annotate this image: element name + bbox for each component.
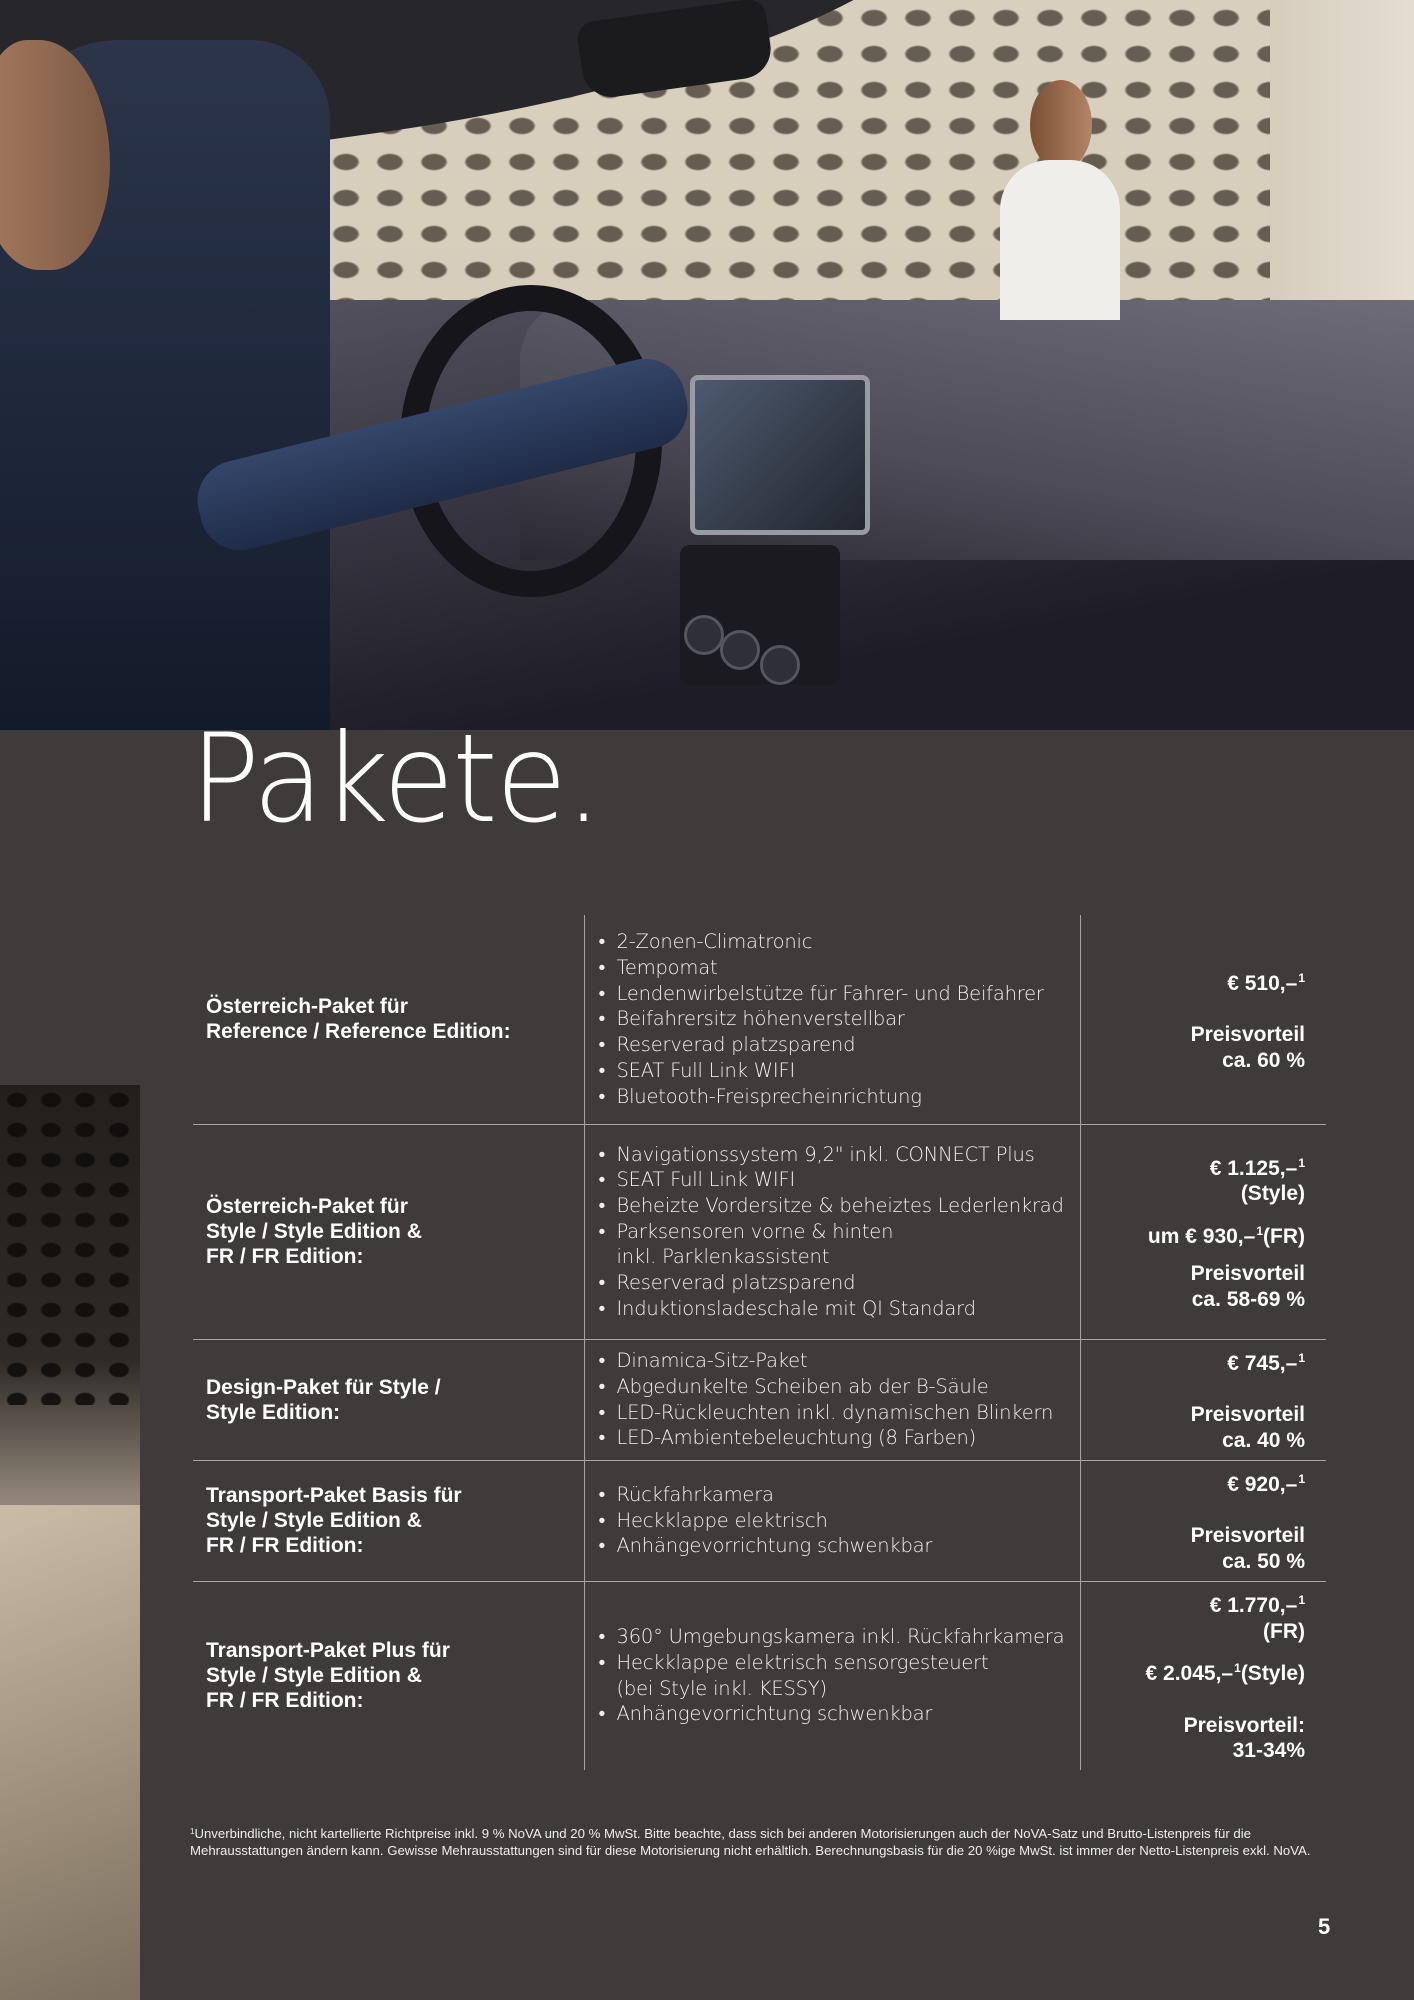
advantage-label: Preisvorteil xyxy=(1190,1262,1305,1286)
spacer xyxy=(1081,996,1306,1022)
advantage-label: Preisvorteil: xyxy=(1183,1713,1305,1737)
package-price-cell xyxy=(1080,1581,1326,1770)
package-item: • LED-Rückleuchten inkl. dynamischen Blinkern xyxy=(597,1400,1080,1426)
package-item: • LED-Ambientebeleuchtung (8 Farben) xyxy=(597,1425,1080,1451)
package-item: • Anhängevorrichtung schwenkbar xyxy=(597,1701,1080,1727)
package-items xyxy=(585,1482,1080,1559)
package-item: • Lendenwirbelstütze für Fahrer- und Beifahrer xyxy=(597,981,1080,1007)
advantage-label: Preisvorteil xyxy=(1190,1524,1305,1548)
price-footnote-ref: 1 xyxy=(1298,1593,1305,1607)
price-line xyxy=(1081,1151,1306,1182)
packages-table xyxy=(193,915,1326,1770)
package-item: • Reserverad platzsparend xyxy=(597,1032,1080,1058)
package-price-cell xyxy=(1080,1124,1326,1339)
package-items-cell xyxy=(584,1124,1080,1339)
package-price-cell xyxy=(1080,915,1326,1124)
package-price-block xyxy=(1081,1588,1327,1764)
package-row xyxy=(193,1339,1326,1460)
price-note-2: (Style) xyxy=(1240,1662,1305,1685)
package-name: Transport-Paket Plus für Style / Style Edition & FR / FR Edition: xyxy=(206,1639,450,1713)
price-footnote-ref: 1 xyxy=(1256,1223,1264,1238)
page-number: 5 xyxy=(1318,1914,1331,1939)
price-line xyxy=(1081,1588,1306,1619)
advantage-label: Preisvorteil xyxy=(1190,1023,1305,1046)
price-line xyxy=(1081,1346,1306,1377)
package-item: • SEAT Full Link WIFI xyxy=(597,1167,1080,1193)
price-note-2: (FR) xyxy=(1263,1224,1305,1248)
price-value: € 1.770,– xyxy=(1209,1594,1298,1617)
package-name-cell xyxy=(193,1581,584,1770)
woman-figure xyxy=(1000,80,1120,320)
package-row xyxy=(193,1581,1326,1770)
package-item: • 360° Umgebungskamera inkl. Rückfahrkamera xyxy=(597,1624,1080,1650)
advantage-value: ca. 60 % xyxy=(1222,1048,1305,1072)
package-row xyxy=(193,1460,1326,1581)
price-footnote-ref: 1 xyxy=(1298,1471,1305,1486)
package-name-cell xyxy=(193,915,584,1124)
package-name: Design-Paket für Style / Style Edition: xyxy=(206,1375,441,1424)
price-value-2: um € 930,– xyxy=(1147,1224,1256,1248)
advantage-value: 31-34% xyxy=(1232,1739,1305,1762)
advantage-value: ca. 50 % xyxy=(1222,1549,1305,1573)
price-value-2: € 2.045,– xyxy=(1145,1662,1234,1685)
package-item: • Reserverad platzsparend xyxy=(597,1270,1080,1296)
advantage-value: ca. 40 % xyxy=(1222,1428,1305,1452)
package-item: • Beheizte Vordersitze & beheiztes Lederlenkrad xyxy=(597,1193,1080,1219)
package-item: • Heckklappe elektrisch xyxy=(597,1508,1080,1534)
spacer xyxy=(1081,1687,1306,1713)
spacer xyxy=(1081,1497,1306,1523)
wall-edge xyxy=(1270,0,1414,330)
price-note: (FR) xyxy=(1263,1619,1305,1643)
spacer xyxy=(1081,1644,1306,1656)
package-items xyxy=(585,1142,1080,1322)
package-row xyxy=(193,915,1326,1124)
package-items-cell xyxy=(584,1581,1080,1770)
package-item: • Anhängevorrichtung schwenkbar xyxy=(597,1533,1080,1559)
package-name-cell xyxy=(193,1460,584,1581)
package-items-cell xyxy=(584,1460,1080,1581)
price-line-2 xyxy=(1081,1219,1306,1250)
package-name: Österreich-Paket für Style / Style Edition & FR / FR Edition: xyxy=(206,1195,422,1268)
price-line xyxy=(1081,966,1306,997)
package-price-block xyxy=(1081,1346,1327,1454)
package-items-cell xyxy=(584,915,1080,1124)
price-value: € 745,– xyxy=(1227,1351,1298,1375)
package-items xyxy=(585,1348,1080,1451)
package-item: • SEAT Full Link WIFI xyxy=(597,1058,1080,1084)
price-line xyxy=(1081,1467,1306,1498)
package-items xyxy=(585,1624,1080,1727)
package-name: Transport-Paket Basis für Style / Style Edition & FR / FR Edition: xyxy=(206,1484,462,1557)
price-footnote-ref: 1 xyxy=(1298,1350,1305,1365)
package-item: • Abgedunkelte Scheiben ab der B-Säule xyxy=(597,1374,1080,1400)
center-console xyxy=(680,545,840,685)
package-price-cell xyxy=(1080,1460,1326,1581)
spacer xyxy=(1081,1207,1306,1219)
package-item: • 2-Zonen-Climatronic xyxy=(597,929,1080,955)
package-price-block xyxy=(1081,966,1327,1074)
package-item: • Beifahrersitz höhenverstellbar xyxy=(597,1006,1080,1032)
package-item: • Parksensoren vorne & hinten inkl. Parklenkassistent xyxy=(597,1219,1080,1270)
package-item: • Bluetooth-Freisprecheinrichtung xyxy=(597,1084,1080,1110)
package-price-cell xyxy=(1080,1339,1326,1460)
advantage-label: Preisvorteil xyxy=(1190,1403,1305,1427)
price-value: € 510,– xyxy=(1227,971,1298,995)
footnote-marker: 1 xyxy=(190,1827,195,1836)
package-name-cell xyxy=(193,1339,584,1460)
package-item: • Tempomat xyxy=(597,955,1080,981)
price-value: € 920,– xyxy=(1227,1472,1298,1496)
footnote xyxy=(190,1824,1320,1859)
package-items xyxy=(585,929,1080,1109)
footnote-text: Unverbindliche, nicht kartellierte Richtpreise inkl. 9 % NoVA und 20 % MwSt. Bitte beachte, dass sich bei anderen Motorisierungen auch der NoVA-Satz und Brutto-Listenpreis für die Mehrausstattungen ändern kann. Gewisse Mehrausstattungen sind für diese Motorisierung nicht erhältlich. Berechnungsbasis für die 20 %ige MwSt. ist immer der Netto-Listenpreis exkl. NoVA. xyxy=(190,1826,1311,1858)
package-item: • Rückfahrkamera xyxy=(597,1482,1080,1508)
package-row xyxy=(193,1124,1326,1339)
package-price-block xyxy=(1081,1151,1327,1313)
price-footnote-ref: 1 xyxy=(1298,1155,1305,1170)
price-footnote-ref: 1 xyxy=(1298,970,1305,985)
package-item: • Dinamica-Sitz-Paket xyxy=(597,1348,1080,1374)
price-value: € 1.125,– xyxy=(1209,1156,1298,1180)
price-note: (Style) xyxy=(1240,1182,1305,1206)
package-items-cell xyxy=(584,1339,1080,1460)
package-name: Österreich-Paket für Reference / Reference Edition: xyxy=(206,995,511,1044)
hero-photo xyxy=(0,0,1414,730)
advantage-value: ca. 58-69 % xyxy=(1191,1287,1305,1311)
page-title: Pakete. xyxy=(190,708,600,851)
price-line-2 xyxy=(1081,1656,1306,1687)
package-item: • Heckklappe elektrisch sensorgesteuert (bei Style inkl. KESSY) xyxy=(597,1650,1080,1701)
spacer xyxy=(1081,1376,1306,1402)
infotainment-screen xyxy=(690,375,870,535)
package-item: • Navigationssystem 9,2" inkl. CONNECT Plus xyxy=(597,1142,1080,1168)
price-footnote-ref: 1 xyxy=(1234,1661,1241,1675)
package-item: • Induktionsladeschale mit QI Standard xyxy=(597,1296,1080,1322)
side-photo-strip xyxy=(0,1085,140,2000)
spacer xyxy=(1081,1249,1306,1261)
package-price-block xyxy=(1081,1467,1327,1575)
package-name-cell xyxy=(193,1124,584,1339)
